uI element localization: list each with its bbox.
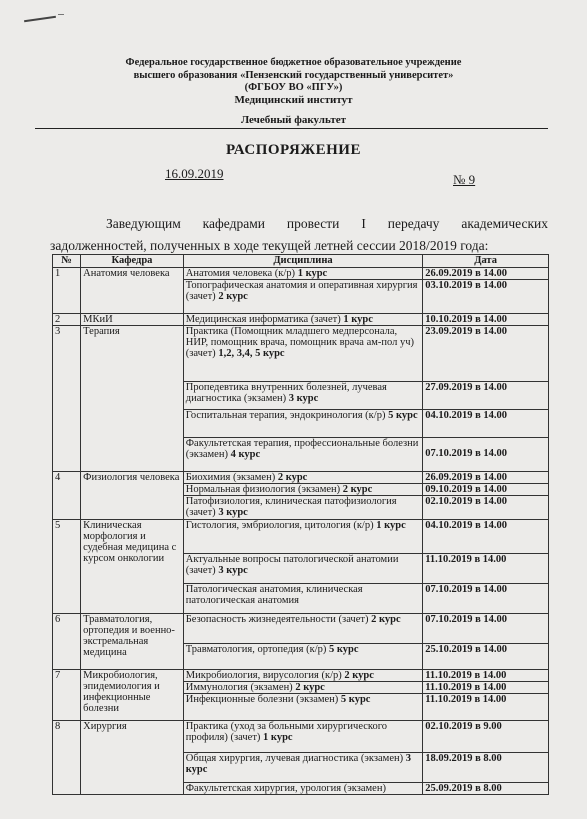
discipline-cell: [183, 280, 422, 314]
course-label: 5 курс: [340, 694, 371, 705]
row-number: 1: [53, 268, 81, 314]
discipline-name: Факультетская хирургия, урология (экзамен): [185, 783, 386, 794]
discipline-cell: [183, 520, 422, 554]
column-header-department: Кафедра: [81, 255, 184, 268]
table-row: [53, 670, 549, 682]
discipline-cell: [183, 554, 422, 584]
department-name: Хирургия: [81, 721, 184, 795]
discipline-name: Актуальные вопросы патологической анатомии (зачет): [185, 554, 399, 576]
organization-header: [0, 57, 587, 95]
discipline-cell: [183, 382, 422, 410]
retake-date: 02.10.2019 в 9.00: [423, 721, 549, 753]
department-name: Клиническая морфология и судебная медицина с курсом онкологии: [81, 520, 184, 614]
column-header-discipline: Дисциплина: [183, 255, 422, 268]
course-label: 1,2, 3,4, 5 курс: [218, 348, 285, 359]
discipline-name: Нормальная физиология (экзамен): [185, 484, 343, 495]
discipline-name: Практика (уход за больными хирургического профиля) (зачет): [185, 721, 388, 743]
course-label: 3 курс: [218, 507, 248, 518]
retake-date: 11.10.2019 в 14.00: [423, 670, 549, 682]
discipline-name: Общая хирургия, лучевая диагностика (экзамен): [185, 753, 406, 764]
table-header-row: [53, 255, 549, 268]
department-name: Травматология, ортопедия и военно-экстремальная медицина: [81, 614, 184, 670]
retake-date: 10.10.2019 в 14.00: [423, 314, 549, 326]
discipline-cell: [183, 753, 422, 783]
course-label: 1 курс: [263, 732, 293, 743]
discipline-cell: [183, 496, 422, 520]
discipline-cell: [183, 314, 422, 326]
row-number: 2: [53, 314, 81, 326]
retake-date: 26.09.2019 в 14.00: [423, 472, 549, 484]
discipline-name: Безопасность жизнедеятельности (зачет): [185, 614, 372, 625]
document-title: РАСПОРЯЖЕНИЕ: [226, 142, 361, 158]
discipline-cell: [183, 326, 422, 382]
discipline-cell: [183, 682, 422, 694]
retake-date: 23.09.2019 в 14.00: [423, 326, 549, 382]
discipline-name: Микробиология, вирусология (к/р): [185, 670, 345, 681]
discipline-name: Инфекционные болезни (экзамен): [185, 694, 341, 705]
table-row: [53, 472, 549, 484]
discipline-cell: [183, 783, 422, 795]
discipline-cell: [183, 644, 422, 670]
table-row: [53, 520, 549, 554]
department-name: Микробиология, эпидемиология и инфекционные болезни: [81, 670, 184, 721]
discipline-cell: [183, 472, 422, 484]
row-number: 5: [53, 520, 81, 614]
course-label: 4 курс: [230, 449, 261, 460]
course-label: 2 курс: [344, 670, 374, 681]
course-label: 5 курс: [329, 644, 359, 655]
row-number: 4: [53, 472, 81, 520]
retake-date: 04.10.2019 в 14.00: [423, 520, 549, 554]
discipline-cell: [183, 484, 422, 496]
retake-date: 03.10.2019 в 14.00: [423, 280, 549, 314]
course-label: 1 курс: [376, 520, 406, 531]
discipline-name: Травматология, ортопедия (к/р): [185, 644, 329, 655]
document-number: № 9: [453, 172, 476, 187]
scan-artifact: [24, 16, 56, 22]
discipline-cell: [183, 670, 422, 682]
course-label: 2 курс: [295, 682, 325, 693]
scan-artifact: [58, 14, 64, 15]
retake-date: 09.10.2019 в 14.00: [423, 484, 549, 496]
discipline-name: Пропедевтика внутренних болезней, лучевая диагностика (экзамен): [185, 382, 387, 404]
retake-schedule-table: [52, 254, 549, 795]
course-label: 1 курс: [297, 268, 328, 279]
discipline-name: Гистология, эмбриология, цитология (к/р): [185, 520, 377, 531]
department-name: Физиология человека: [81, 472, 184, 520]
department-name: Анатомия человека: [81, 268, 184, 314]
discipline-cell: [183, 584, 422, 614]
row-number: 3: [53, 326, 81, 472]
row-number: 6: [53, 614, 81, 670]
retake-date: 25.09.2019 в 8.00: [423, 783, 549, 795]
discipline-name: Анатомия человека (к/р): [185, 268, 298, 279]
row-number: 7: [53, 670, 81, 721]
retake-date: 11.10.2019 в 14.00: [423, 682, 549, 694]
discipline-cell: [183, 614, 422, 644]
retake-date: 04.10.2019 в 14.00: [423, 410, 549, 438]
retake-date: 07.10.2019 в 14.00: [423, 614, 549, 644]
table-row: [53, 721, 549, 753]
department-name: МКиИ: [81, 314, 184, 326]
course-label: 1 курс: [343, 314, 373, 325]
retake-date: 11.10.2019 в 14.00: [423, 554, 549, 584]
retake-date: 07.10.2019 в 14.00: [423, 438, 549, 472]
header-line: высшего образования «Пензенский государственный университет»: [133, 69, 454, 81]
discipline-name: Госпитальная терапия, эндокринология (к/р): [185, 410, 389, 421]
column-header-date: Дата: [423, 255, 549, 268]
course-label: 3 курс: [185, 753, 411, 775]
table-row: [53, 326, 549, 382]
course-label: 2 курс: [371, 614, 401, 625]
retake-date: 25.10.2019 в 14.00: [423, 644, 549, 670]
discipline-name: Медицинская информатика (зачет): [185, 314, 344, 325]
discipline-cell: [183, 721, 422, 753]
discipline-name: Практика (Помощник младшего медперсонала, НИР, помощник врача, помощник врача ам-пол уч) (зачет): [185, 326, 415, 359]
order-text: Заведующим кафедрами провести I передачу академических задолженностей, полученных в ходе текущей летней сессии 2018/2019 года:: [50, 216, 548, 253]
retake-date: 02.10.2019 в 14.00: [423, 496, 549, 520]
table-row: [53, 268, 549, 280]
department-name: Терапия: [81, 326, 184, 472]
retake-date: 27.09.2019 в 14.00: [423, 382, 549, 410]
discipline-cell: [183, 694, 422, 721]
header-line: (ФГБОУ ВО «ПГУ»): [244, 82, 343, 93]
row-number: 8: [53, 721, 81, 795]
course-label: 3 курс: [218, 565, 248, 576]
course-label: 2 курс: [277, 472, 308, 483]
faculty-name: Лечебный факультет: [240, 114, 347, 126]
retake-date: 07.10.2019 в 14.00: [423, 584, 549, 614]
discipline-name: Иммунология (экзамен): [185, 682, 296, 693]
course-label: 5 курс: [388, 410, 418, 421]
discipline-name: Топографическая анатомия и оперативная хирургия (зачет): [185, 280, 418, 302]
discipline-cell: [183, 438, 422, 472]
retake-date: 11.10.2019 в 14.00: [423, 694, 549, 721]
discipline-name: Патофизиология, клиническая патофизиология (зачет): [185, 496, 397, 518]
discipline-name: Биохимия (экзамен): [185, 472, 278, 483]
retake-date: 18.09.2019 в 8.00: [423, 753, 549, 783]
course-label: 2 курс: [342, 484, 373, 495]
column-header-number: №: [53, 255, 81, 268]
header-divider: [35, 128, 548, 129]
retake-date: 26.09.2019 в 14.00: [423, 268, 549, 280]
table-row: [53, 614, 549, 644]
discipline-cell: [183, 410, 422, 438]
course-label: 2 курс: [218, 291, 248, 302]
institute-name: Медицинский институт: [234, 94, 353, 106]
discipline-cell: [183, 268, 422, 280]
table-row: [53, 314, 549, 326]
discipline-name: Патологическая анатомия, клиническая патологическая анатомия: [185, 584, 363, 606]
document-date: 16.09.2019: [165, 166, 224, 181]
discipline-name: Факультетская терапия, профессиональные болезни (экзамен): [185, 438, 419, 460]
course-label: 3 курс: [288, 393, 319, 404]
header-line: Федеральное государственное бюджетное образовательное учреждение: [125, 57, 462, 68]
